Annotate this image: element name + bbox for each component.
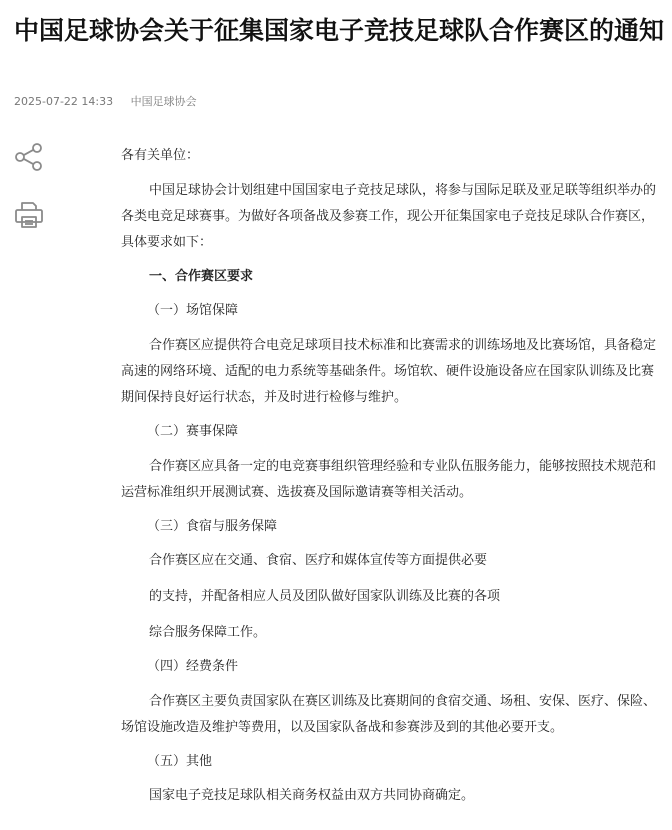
paragraph-event: 合作赛区应具备一定的电竞赛事组织管理经验和专业队伍服务能力，能够按照技术规范和运营标准组织开展测试赛、选拔赛及国际邀请赛等相关活动。 [121,459,657,500]
print-icon[interactable] [13,199,45,231]
subheading-funding: （四）经费条件 [147,659,239,674]
salutation: 各有关单位： [121,148,200,163]
article-body [121,144,656,820]
paragraph-venue: 合作赛区应提供符合电竞足球项目技术标准和比赛需求的训练场地及比赛场馆，具备稳定高速的网络环境、适配的电力系统等基础条件。场馆软、硬件设施设备应在国家队训练及比赛期间保持良好运行状态，并及时进行检修与维护。 [121,338,657,405]
publish-date: 2025-07-22 14:33 [14,95,114,108]
paragraph-other: 国家电子竞技足球队相关商务权益由双方共同协商确定。 [149,788,475,803]
subheading-event: （二）赛事保障 [147,424,239,439]
share-icon[interactable] [13,141,45,173]
paragraph-funding: 合作赛区主要负责国家队在赛区训练及比赛期间的食宿交通、场租、安保、医疗、保险、场馆设施改造及维护等费用，以及国家队备战和参赛涉及到的其他必要开支。 [121,694,657,735]
paragraph-accommodation-line3: 综合服务保障工作。 [149,625,267,640]
subheading-accommodation: （三）食宿与服务保障 [147,519,278,534]
article-meta [14,93,197,109]
subheading-other: （五）其他 [147,754,213,769]
section-heading-requirements: 一、合作赛区要求 [149,269,254,284]
paragraph-accommodation-line2: 的支持，并配备相应人员及团队做好国家队训练及比赛的各项 [149,589,501,604]
intro-paragraph: 中国足球协会计划组建中国国家电子竞技足球队，将参与国际足联及亚足联等组织举办的各类电竞足球赛事。为做好各项备战及参赛工作，现公开征集国家电子竞技足球队合作赛区，具体要求如下： [121,183,657,250]
subheading-venue: （一）场馆保障 [147,303,239,318]
article-source: 中国足球协会 [130,95,197,108]
paragraph-accommodation-line1: 合作赛区应在交通、食宿、医疗和媒体宣传等方面提供必要 [149,553,488,568]
article-title: 中国足球协会关于征集国家电子竞技足球队合作赛区的通知 [14,16,665,45]
